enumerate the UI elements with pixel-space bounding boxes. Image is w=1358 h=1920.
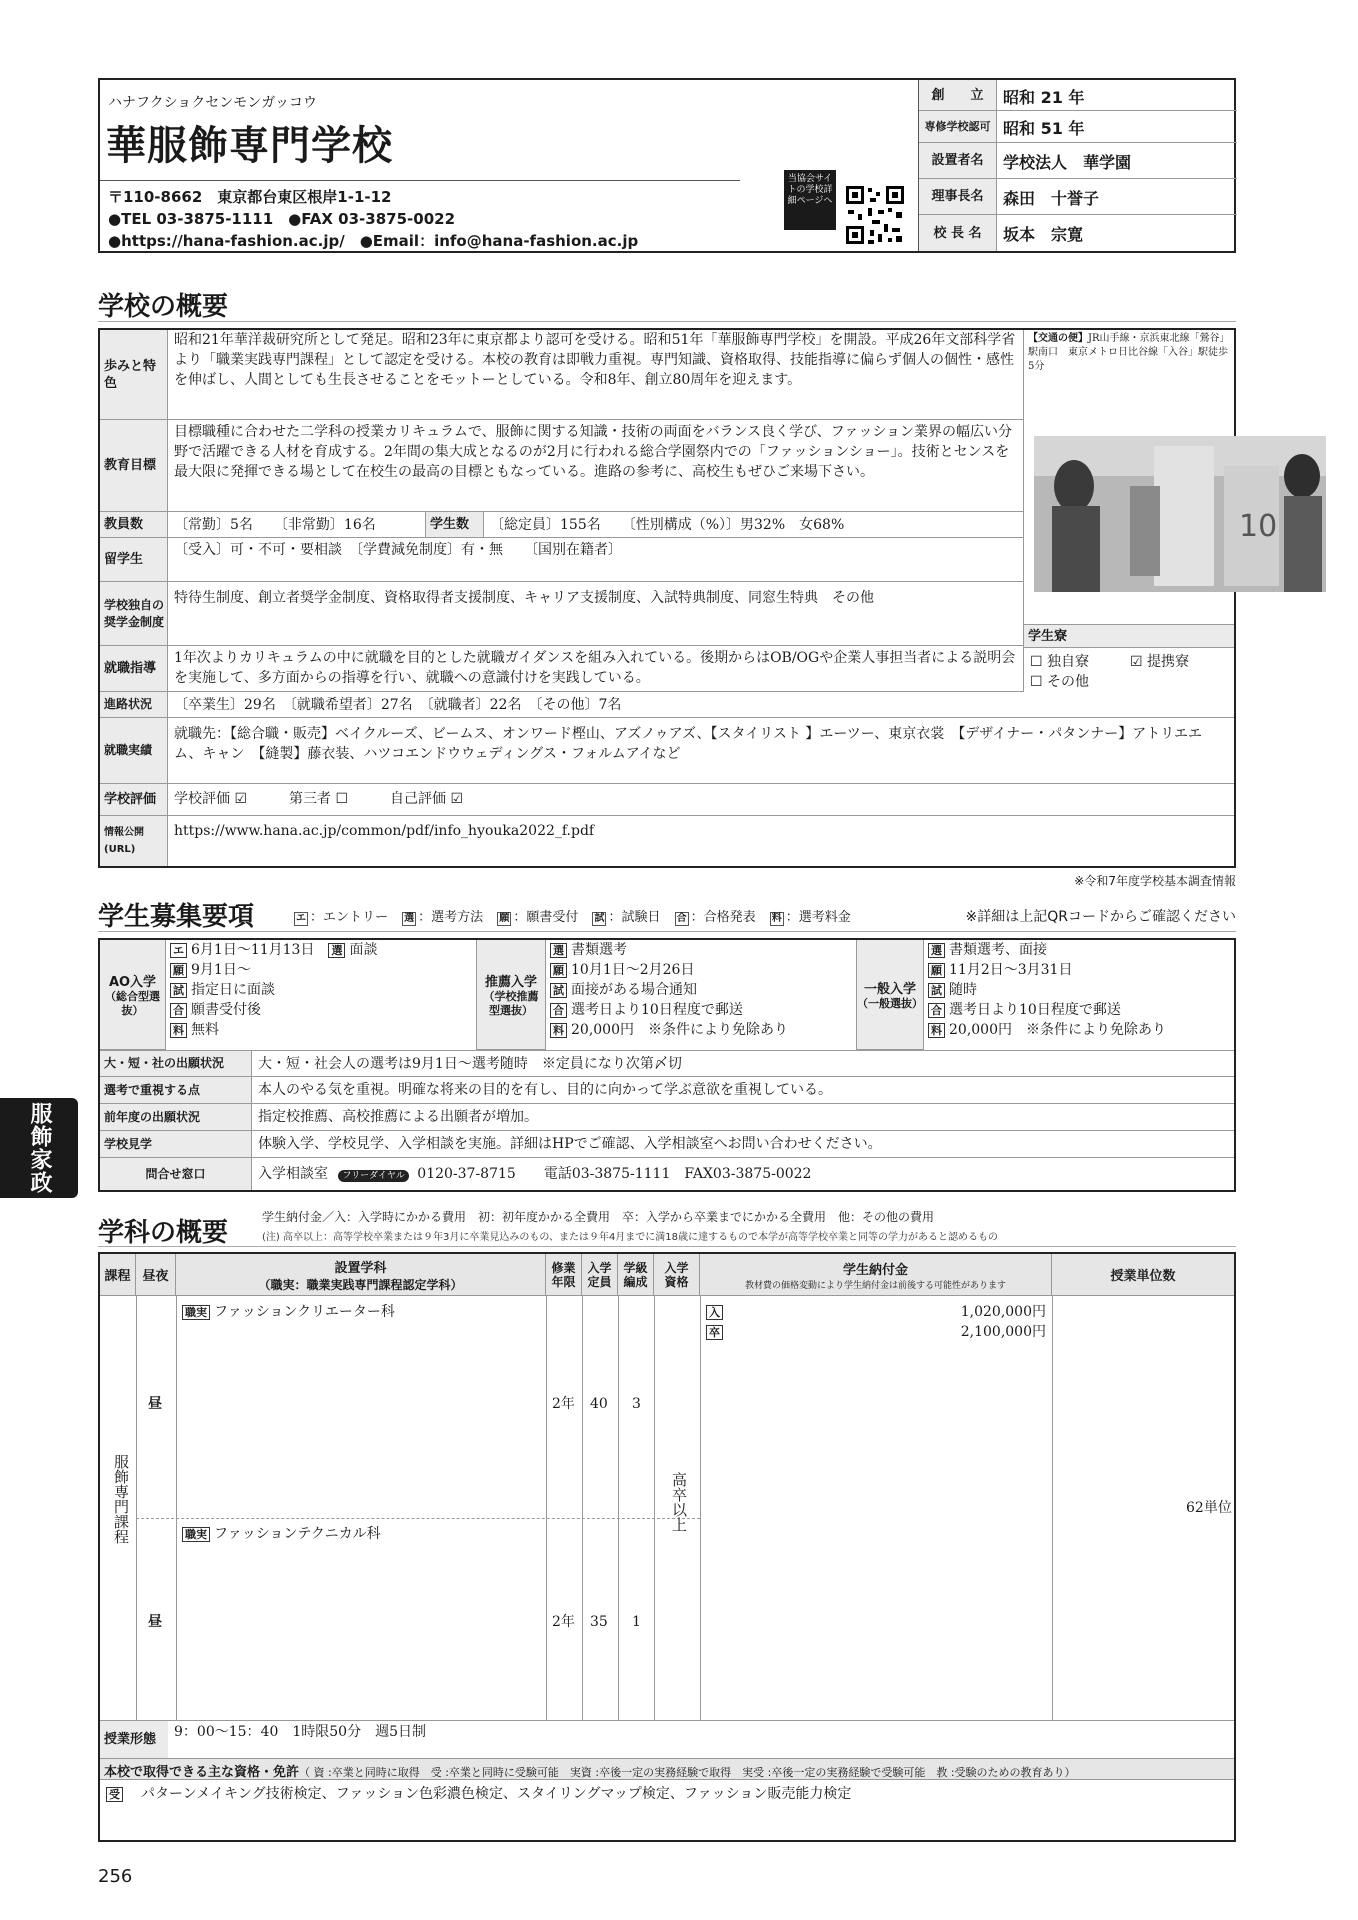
info-value: 坂本 宗寛 [1003,225,1084,244]
gen-label-cell: 一般入学 （一般選抜） [856,940,924,1050]
info-label: 創 立 [919,80,997,111]
overview-title: 学校の概要 [98,292,229,322]
fee-legend: 学生納付金／入：入学時にかかる費用 初：初年度かかる全費用 卒：入学から卒業までにかかる全費用 他：その他の費用 [262,1210,935,1224]
course-name: 服飾専門課程 [112,1454,130,1544]
dorm-partner: ☑ 提携寮 [1130,654,1190,670]
dept-table [98,1252,1236,1842]
overview-table [98,328,1278,868]
school-header [98,78,1236,253]
info-label: 理事長名 [919,179,997,215]
info-row-text: 大・短・社会人の選考は9月1日～選考随時 ※定員になり次第〆切 [252,1050,1234,1077]
info-row-text: 体験入学、学校見学、入学相談を実施。詳細はHPでご確認、入学相談室へお問い合わせください。 [252,1131,1234,1158]
contact-numbers[interactable]: 0120-37-8715 電話03-3875-1111 FAX03-3875-0022 [417,1166,812,1182]
path-value: 〔卒業生〕29名 〔就職希望者〕27名 〔就職者〕22名 〔その他〕7名 [168,692,1234,718]
dorm-other: ☐ その他 [1030,674,1090,690]
school-kana: ハナフクショクセンモンガッコウ [108,95,318,111]
col-time: 昼夜 [136,1254,176,1296]
col-capacity: 入学定員 [582,1254,618,1296]
info-value: 昭和 21 年 [997,80,1237,111]
teachers-label: 教員数 [100,512,168,538]
info-row-text: 本人のやる気を重視。明確な将来の目的を有し、目的に向かって学ぶ意欲を重視している。 [252,1077,1234,1104]
col-years: 修業年限 [546,1254,582,1296]
dept-years: 2年 [552,1396,575,1412]
contact-row: 入学相談室 フリーダイヤル 0120-37-8715 電話03-3875-1111 FAX03-3875-0022 [258,1166,812,1182]
disclosure-label: 情報公開(URL) [100,816,168,866]
dept-classes: 3 [632,1396,641,1412]
ao-details: エ 6月1日～11月13日 選 面談 願 9月1日～ 試 指定日に面談 合 願書受付後 料 無料 [170,940,472,1050]
col-course: 課程 [100,1254,136,1296]
eval-value: 学校評価 ☑ 第三者 ☐ 自己評価 ☑ [168,784,1234,816]
eval-label: 学校評価 [100,784,168,816]
contact-label: 問合せ窓口 [100,1158,252,1190]
gen-details: 選 書類選考、面接 願 11月2日～3月31日 試 随時 合 選考日より10日程度で郵送 料 20,000円 ※条件により免除あり [928,940,1234,1050]
disclosure-url[interactable]: https://www.hana.ac.jp/common/pdf/info_hyouka2022_f.pdf [174,823,595,839]
path-label: 進路状況 [100,692,168,718]
fee-row: 卒 2,100,000円 [706,1322,1046,1342]
info-row-label: 大・短・社の出願状況 [100,1050,252,1077]
rec-label-cell: 推薦入学 （学校推薦型選抜） [476,940,546,1050]
dorm-self: ☐ 独自寮 [1030,654,1090,670]
access-text: JR山手線・京浜東北線「鶯谷」駅南口 東京メトロ日比谷線「入谷」駅徒歩5分 [1028,333,1230,372]
ao-label-cell: AO入学 （総合型選抜） [100,940,166,1050]
intl-label: 留学生 [100,538,168,582]
info-value: 昭和 51 年 [997,111,1237,143]
freedial-badge: フリーダイヤル [338,1170,408,1182]
jobs-label: 就職実績 [100,718,168,784]
col-classes: 学級編成 [618,1254,654,1296]
scholarship-label: 学校独自の奨学金制度 [100,582,168,646]
recruit-qr-note: ※詳細は上記QRコードからご確認ください [965,909,1236,925]
dept-capacity: 40 [590,1396,608,1412]
dept-classes: 1 [632,1614,641,1630]
info-row-label: 前年度の出願状況 [100,1104,252,1131]
qualification: 高卒以上 [670,1472,688,1532]
history-label: 歩みと特色 [100,330,168,420]
recruit-title: 学生募集要項 [98,902,255,932]
teachers-value: 〔常勤〕5名 〔非常勤〕16名 [168,512,426,538]
license-header: 本校で取得できる主な資格・免許（ 資 :卒業と同時に取得 受 :卒業と同時に受験可能 実資 :卒後一定の実務経験で取得 実受 :卒後一定の実務経験で受験可能 教 :受験のための教育あり） [100,1758,1234,1780]
students-value: 〔総定員〕155名 〔性別構成（%）〕男32% 女68% [484,512,1024,538]
scholarship-value: 特待生制度、創立者奨学金制度、資格取得者支援制度、キャリア支援制度、入試特典制度、同窓生特典 その他 [168,582,1024,646]
access-label: 【交通の便】 [1028,333,1088,344]
info-label: 専修学校認可 [919,111,997,143]
goal-label: 教育目標 [100,420,168,512]
school-tel: ●TEL 03-3875-1111 ●FAX 03-3875-0022 [108,210,455,228]
class-form-label: 授業形態 [100,1720,168,1758]
dept-title: 学科の概要 [98,1218,229,1248]
rec-details: 選 書類選考 願 10月1日～2月26日 試 面接がある場合通知 合 選考日より10日程度で郵送 料 20,000円 ※条件により免除あり [550,940,850,1050]
page-number: 256 [98,1866,133,1887]
students-label: 学生数 [426,512,484,538]
info-table [918,80,1237,251]
info-row-label: 選考で重視する点 [100,1077,252,1104]
fee-row: 入 1,020,000円 [706,1302,1046,1322]
dept-years: 2年 [552,1614,575,1630]
qr-code-icon[interactable] [844,184,906,246]
svg-text:10: 10 [1239,509,1278,544]
class-form-value: 9：00～15：40 1時限50分 週5日制 [174,1724,426,1740]
recruit-table [98,938,1236,1192]
col-dept: 設置学科 （職実：職業実践専門課程認定学科） [176,1254,546,1296]
col-fee: 学生納付金 教材費の価格変動により学生納付金は前後する可能性があります [700,1254,1052,1296]
info-row-text: 指定校推薦、高校推薦による出願者が増加。 [252,1104,1234,1131]
units-value: 62単位 [1186,1500,1232,1516]
dept-row: 職実 ファッションテクニカル科 [182,1524,381,1544]
school-name: 華服飾専門学校 [106,123,393,169]
dept-note: (注) 高卒以上：高等学校卒業または９年3月に卒業見込みのもの、または９年4月までに満18歳に達するもので本学が高等学校卒業と同等の学力があると認めるもの [262,1232,999,1243]
info-label: 設置者名 [919,143,997,179]
col-units: 授業単位数 [1052,1254,1234,1296]
col-qualification: 入学資格 [654,1254,700,1296]
info-row-label: 学校見学 [100,1131,252,1158]
info-label: 校 長 名 [919,215,997,251]
license-list: 受 パターンメイキング技術検定、ファッション色彩濃色検定、スタイリングマップ検定、ファッション販売能力検定 [106,1784,851,1804]
school-address: 〒110-8662 東京都台東区根岸1-1-12 [108,188,392,206]
school-web[interactable]: ●https://hana-fashion.ac.jp/ ●Email：info@hana-fashion.ac.jp [108,232,639,250]
history-text: 昭和21年華洋裁研究所として発足。昭和23年に東京都より認可を受ける。昭和51年「華服飾専門学校」を開設。平成26年文部科学省より「職業実践専門課程」として認定を受ける。本校の教育は即戦力重視。専門知識、資格取得、技能指導に偏らず個人の個性・感性を伸ばし、人間としても生長させることをモットーとしている。令和8年、創立80周年を迎えます。 [168,330,1024,420]
career-label: 就職指導 [100,646,168,692]
goal-text: 目標職種に合わせた二学科の授業カリキュラムで、服飾に関する知識・技術の両面をバランス良く学び、ファッション業界の幅広い分野で活躍できる人材を育成する。2年間の集大成となるのが2月に行われる総合学園祭内での「ファッションショー」。技術とセンスを最大限に発揮できる場として在校生の最高の目標ともなっている。進路の参考に、高校生もぜひご来場下さい。 [168,420,1024,512]
category-side-tab[interactable]: 服飾家政 [0,1098,78,1198]
access-block [1028,332,1234,374]
info-value: 森田 十誉子 [997,179,1237,215]
dorm-label: 学生寮 [1024,624,1234,648]
intl-value: 〔受入〕可・不可・要相談 〔学費減免制度〕有・無 〔国別在籍者〕 [168,538,1024,582]
career-value: 1年次よりカリキュラムの中に就職を目的とした就職ガイダンスを組み入れている。後期からはOB/OGや企業人事担当者による説明会を実施して、多方面からの指導を行い、就職への意識付けを実践している。 [168,646,1024,692]
dept-row: 職実 ファッションクリエーター科 [182,1302,395,1322]
overview-footnote: ※令和7年度学校基本調査情報 [1074,874,1236,888]
info-value: 学校法人 華学園 [997,143,1237,179]
qr-badge: 当協会サイトの学校詳細ページへ [784,170,836,230]
dept-capacity: 35 [590,1614,608,1630]
recruit-legend: エ ：エントリー 選 ：選考方法 願 ：願書受付 試 ：試験日 合 ：合格発表 料 ：選考料金 [296,910,851,925]
students-photo [1034,436,1326,592]
dept-time: 昼 [148,1614,162,1630]
dept-time: 昼 [148,1396,162,1412]
jobs-value: 就職先：【総合職・販売】ベイクルーズ、ビームス、オンワード樫山、アズノゥアズ、【スタイリスト 】エーツー、東京衣裳 【デザイナー・パタンナー】アトリエエム、キャン 【縫製】藤衣装、ハツコエンドウウェディングス・フォルムアイなど [168,718,1234,784]
